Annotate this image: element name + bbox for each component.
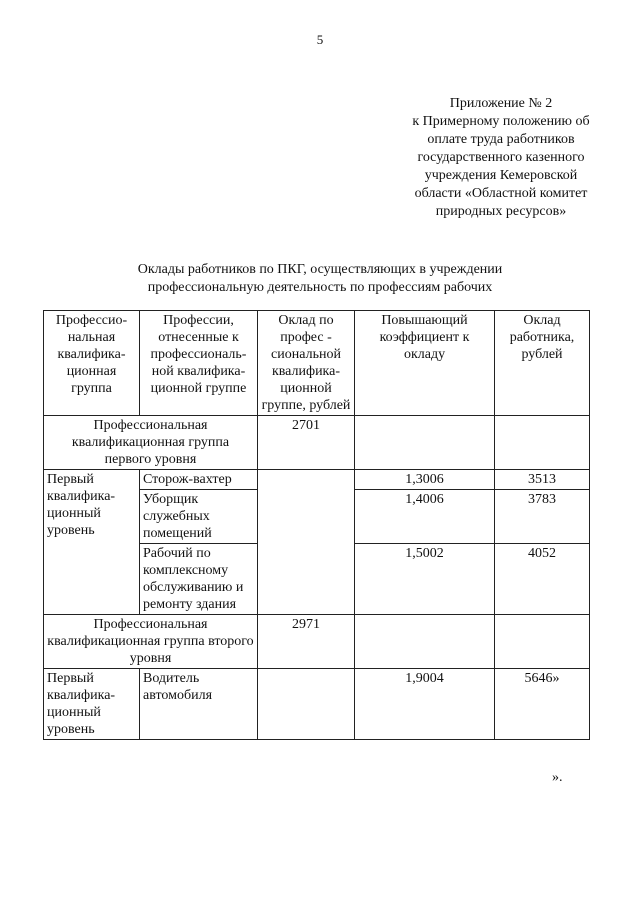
appendix-line: оплате труда работников — [427, 132, 575, 147]
title-line: профессиональную деятельность по профессиям рабочих — [147, 280, 493, 295]
profession-name: Сторож-вахтер — [140, 470, 258, 490]
header-coefficient: Повышающий коэффициент к окладу — [355, 311, 495, 416]
appendix-line: природных ресурсов» — [435, 204, 567, 219]
appendix-line: области «Областной комитет — [414, 186, 588, 201]
empty-cell — [495, 416, 590, 470]
empty-cell — [355, 416, 495, 470]
salary-value: 3783 — [495, 490, 590, 544]
title-line: Оклады работников по ПКГ, осуществляющих в учреждении — [137, 262, 503, 277]
header-base-salary: Оклад по профес - сиональной квалифика-ционной группе, рублей — [258, 311, 355, 416]
page-number: 5 — [316, 32, 324, 47]
profession-name: Уборщик служебных помещений — [140, 490, 258, 544]
qualification-level: Первый квалифика-ционный уровень — [44, 669, 140, 740]
group-label: Профессиональная квалификационная группа второго уровня — [44, 615, 258, 669]
appendix-line: учреждения Кемеровской — [424, 168, 578, 183]
empty-cell — [258, 669, 355, 740]
empty-cell — [495, 615, 590, 669]
header-employee-salary: Оклад работника, рублей — [495, 311, 590, 416]
group-row — [44, 615, 590, 669]
table-header-row — [44, 311, 590, 416]
empty-cell — [258, 470, 355, 615]
salary-value: 5646» — [495, 669, 590, 740]
table-row — [44, 470, 590, 490]
table-row — [44, 669, 590, 740]
appendix-line: Приложение № 2 — [449, 96, 553, 111]
coefficient-value: 1,5002 — [355, 544, 495, 615]
appendix-line: к Примерному положению об — [412, 114, 590, 129]
profession-name: Рабочий по комплексному обслуживанию и ремонту здания — [140, 544, 258, 615]
profession-name: Водитель автомобиля — [140, 669, 258, 740]
header-qualification-group: Професcио-нальная квалифика-ционная группа — [44, 311, 140, 416]
empty-cell — [355, 615, 495, 669]
header-professions: Профессии, отнесенные к профессиональ-ной квалифика-ционной группе — [140, 311, 258, 416]
appendix-line: государственного казенного — [417, 150, 585, 165]
group-base-salary: 2971 — [258, 615, 355, 669]
salary-table — [43, 310, 590, 740]
document-title — [0, 261, 640, 297]
group-row — [44, 416, 590, 470]
salary-value: 3513 — [495, 470, 590, 490]
appendix-header — [390, 95, 612, 221]
qualification-level: Первый квалифика-ционный уровень — [44, 470, 140, 615]
coefficient-value: 1,3006 — [355, 470, 495, 490]
coefficient-value: 1,4006 — [355, 490, 495, 544]
closing-quote: ». — [552, 770, 563, 785]
salary-value: 4052 — [495, 544, 590, 615]
group-base-salary: 2701 — [258, 416, 355, 470]
group-label: Профессиональная квалификационная группа первого уровня — [44, 416, 258, 470]
coefficient-value: 1,9004 — [355, 669, 495, 740]
